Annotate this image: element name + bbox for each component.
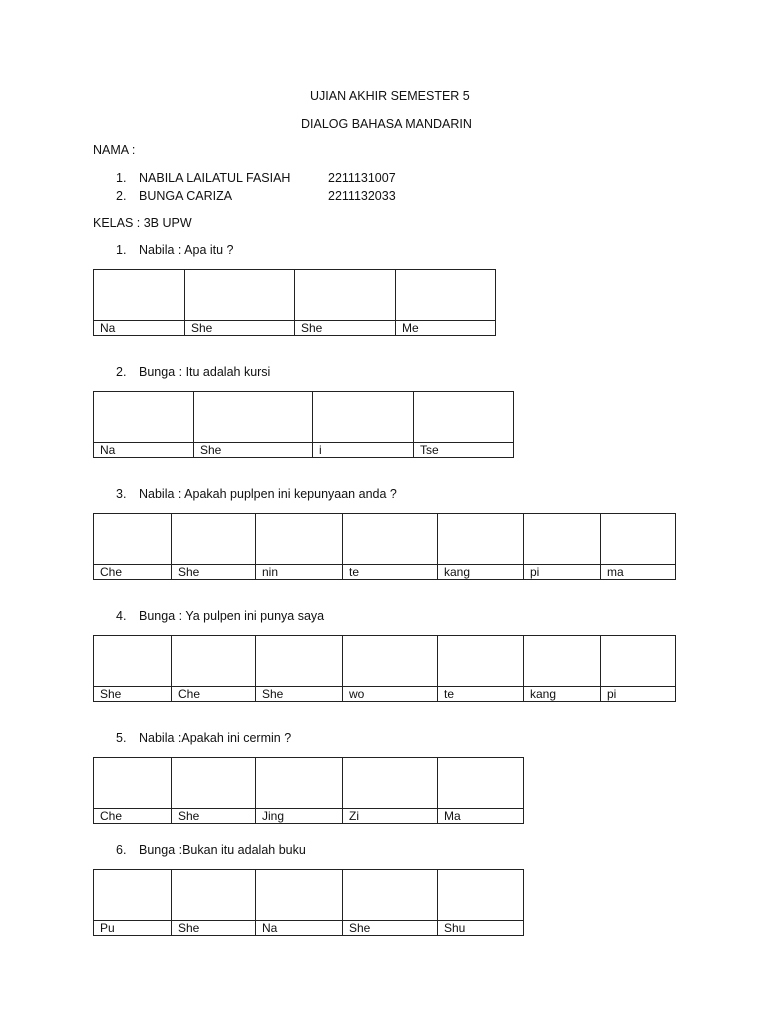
question-number: 1. — [116, 243, 127, 257]
hanzi-box — [94, 636, 172, 687]
kelas-label: KELAS : 3B UPW — [93, 216, 192, 230]
hanzi-row — [94, 870, 524, 921]
hanzi-box — [94, 514, 172, 565]
hanzi-box — [601, 514, 676, 565]
pinyin-cell: te — [438, 687, 524, 702]
hanzi-box — [343, 636, 438, 687]
pinyin-cell: Che — [94, 565, 172, 580]
pinyin-cell: Pu — [94, 921, 172, 936]
pinyin-row — [94, 565, 676, 580]
pinyin-cell: Me — [396, 321, 496, 336]
pinyin-row — [94, 809, 524, 824]
hanzi-box — [185, 270, 295, 321]
pinyin-cell: She — [343, 921, 438, 936]
pinyin-cell: Zi — [343, 809, 438, 824]
question-number: 2. — [116, 365, 127, 379]
pinyin-cell: Jing — [256, 809, 343, 824]
hanzi-row — [94, 636, 676, 687]
hanzi-row — [94, 758, 524, 809]
question-text: Bunga :Bukan itu adalah buku — [139, 843, 306, 857]
pinyin-cell: She — [185, 321, 295, 336]
member-name: BUNGA CARIZA — [139, 189, 233, 203]
hanzi-box — [172, 870, 256, 921]
hanzi-row — [94, 514, 676, 565]
member-number: 1. — [116, 171, 127, 185]
question-text: Nabila : Apa itu ? — [139, 243, 234, 257]
hanzi-box — [94, 758, 172, 809]
member-number: 2. — [116, 189, 127, 203]
nama-label: NAMA : — [93, 143, 136, 157]
question-text: Nabila : Apakah puplpen ini kepunyaan anda ? — [139, 487, 397, 501]
pinyin-cell: Na — [256, 921, 343, 936]
hanzi-box — [94, 870, 172, 921]
hanzi-box — [524, 636, 601, 687]
page-subtitle: DIALOG BAHASA MANDARIN — [301, 117, 472, 131]
pinyin-cell: Na — [94, 443, 194, 458]
answer-grid — [93, 269, 496, 336]
hanzi-box — [601, 636, 676, 687]
pinyin-cell: i — [313, 443, 414, 458]
page-title: UJIAN AKHIR SEMESTER 5 — [310, 89, 470, 103]
pinyin-cell: kang — [438, 565, 524, 580]
pinyin-cell: She — [256, 687, 343, 702]
answer-grid — [93, 635, 676, 702]
question-number: 3. — [116, 487, 127, 501]
pinyin-cell: Che — [94, 809, 172, 824]
pinyin-cell: She — [94, 687, 172, 702]
hanzi-box — [295, 270, 396, 321]
pinyin-cell: Tse — [414, 443, 514, 458]
hanzi-box — [256, 514, 343, 565]
hanzi-box — [414, 392, 514, 443]
pinyin-cell: pi — [601, 687, 676, 702]
pinyin-cell: She — [194, 443, 313, 458]
hanzi-box — [172, 636, 256, 687]
question-number: 4. — [116, 609, 127, 623]
hanzi-box — [94, 270, 185, 321]
pinyin-cell: She — [172, 921, 256, 936]
pinyin-cell: ma — [601, 565, 676, 580]
pinyin-cell: Shu — [438, 921, 524, 936]
hanzi-box — [343, 870, 438, 921]
pinyin-row — [94, 921, 524, 936]
hanzi-box — [343, 514, 438, 565]
pinyin-cell: nin — [256, 565, 343, 580]
hanzi-box — [396, 270, 496, 321]
pinyin-cell: Ma — [438, 809, 524, 824]
pinyin-row — [94, 443, 514, 458]
answer-grid — [93, 757, 524, 824]
pinyin-cell: She — [172, 809, 256, 824]
pinyin-row — [94, 687, 676, 702]
pinyin-row — [94, 321, 496, 336]
pinyin-cell: She — [295, 321, 396, 336]
hanzi-box — [256, 870, 343, 921]
hanzi-box — [438, 758, 524, 809]
answer-grid — [93, 391, 514, 458]
hanzi-box — [343, 758, 438, 809]
member-name: NABILA LAILATUL FASIAH — [139, 171, 291, 185]
answer-grid — [93, 513, 676, 580]
question-text: Nabila :Apakah ini cermin ? — [139, 731, 292, 745]
pinyin-cell: wo — [343, 687, 438, 702]
question-number: 5. — [116, 731, 127, 745]
hanzi-box — [256, 636, 343, 687]
hanzi-box — [194, 392, 313, 443]
hanzi-box — [313, 392, 414, 443]
pinyin-cell: pi — [524, 565, 601, 580]
hanzi-box — [94, 392, 194, 443]
question-text: Bunga : Ya pulpen ini punya saya — [139, 609, 325, 623]
hanzi-row — [94, 392, 514, 443]
hanzi-box — [438, 636, 524, 687]
hanzi-box — [172, 514, 256, 565]
member-id: 2211131007 — [328, 171, 396, 185]
pinyin-cell: Na — [94, 321, 185, 336]
pinyin-cell: te — [343, 565, 438, 580]
question-number: 6. — [116, 843, 127, 857]
hanzi-box — [524, 514, 601, 565]
hanzi-box — [256, 758, 343, 809]
hanzi-box — [438, 870, 524, 921]
pinyin-cell: kang — [524, 687, 601, 702]
hanzi-box — [438, 514, 524, 565]
question-text: Bunga : Itu adalah kursi — [139, 365, 271, 379]
hanzi-box — [172, 758, 256, 809]
hanzi-row — [94, 270, 496, 321]
member-id: 2211132033 — [328, 189, 396, 203]
answer-grid — [93, 869, 524, 936]
pinyin-cell: Che — [172, 687, 256, 702]
pinyin-cell: She — [172, 565, 256, 580]
